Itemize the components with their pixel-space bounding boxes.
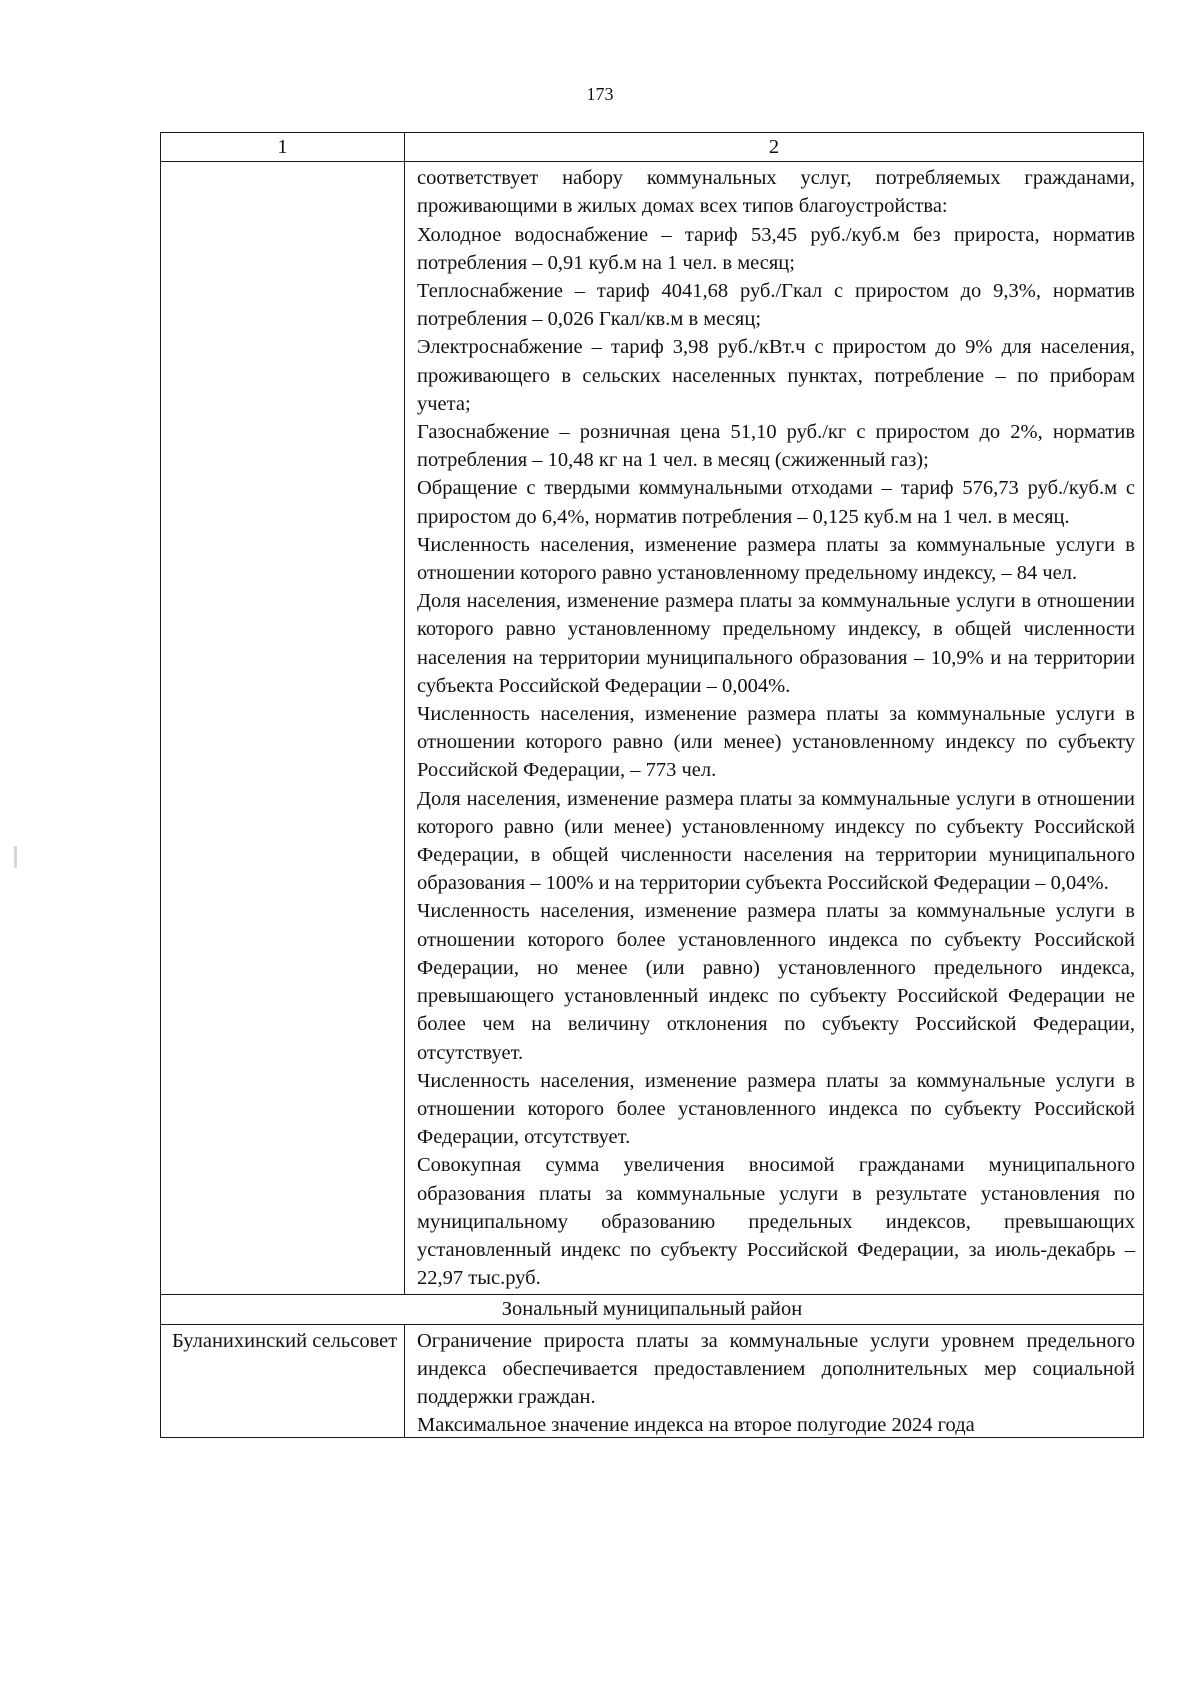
page-number: 173 (586, 84, 614, 104)
continuation-row (161, 162, 1144, 1295)
paragraph-population-above-index-within-deviation: Численность населения, изменение размера платы за коммунальные услуги в отношении которого более установленного индекса по субъекту Российской Федерации, но менее (или равно) установленного предельного индекса, превышающего установленный индекс по субъекту Российской Федерации не более чем на величину отклонения по субъекту Российской Федерации, отсутствует. (417, 900, 1135, 1064)
continuation-text-cell (405, 162, 1144, 1295)
scan-mark (14, 846, 17, 868)
paragraph-population-equal-limit: Численность населения, изменение размера платы за коммунальные услуги в отношении которого равно установленному предельному индексу, – 84 чел. (417, 533, 1135, 585)
paragraph-total-increase: Совокупная сумма увеличения вносимой гражданами муниципального образования платы за коммунальные услуги в результате установления по муниципальному образованию предельных индексов, превышающих установленный индекс по субъекту Российской Федерации, за июль-декабрь – 22,97 тыс.руб. (417, 1154, 1135, 1290)
paragraph-share-equal-limit: Доля населения, изменение размера платы за коммунальные услуги в отношении которого равно установленному предельному индексу, в общей численности населения на территории муниципального образования – 10,9% и на территории субъекта Российской Федерации – 0,004%. (417, 590, 1135, 697)
section-title: Зональный муниципальный район (161, 1295, 1144, 1324)
paragraph-max-index: Максимальное значение индекса на второе полугодие 2024 года (417, 1414, 975, 1436)
column-header-2: 2 (405, 133, 1144, 162)
paragraph-population-above-index: Численность населения, изменение размера платы за коммунальные услуги в отношении которого более установленного индекса по субъекту Российской Федерации, отсутствует. (417, 1069, 1135, 1149)
column-header-1: 1 (161, 133, 405, 162)
paragraph-heating: Теплоснабжение – тариф 4041,68 руб./Гкал с приростом до 9,3%, норматив потребления – 0,026 Гкал/кв.м в месяц; (417, 280, 1135, 331)
paragraph-electricity: Электроснабжение – тариф 3,98 руб./кВт.ч с приростом до 9% для населения, проживающего в сельских населенных пунктах, потребление – по приборам учета; (417, 336, 1135, 415)
document-table (160, 132, 1144, 1438)
paragraph-population-within-index: Численность населения, изменение размера платы за коммунальные услуги в отношении которого равно (или менее) установленному индексу по субъекту Российской Федерации, – 773 чел. (417, 703, 1135, 782)
paragraph-social-support: Ограничение прироста платы за коммунальные услуги уровнем предельного индекса обеспечивается предоставлением дополнительных мер социальной поддержки граждан. (417, 1329, 1135, 1408)
paragraph-gas: Газоснабжение – розничная цена 51,10 руб./кг с приростом до 2%, норматив потребления – 10,48 кг на 1 чел. в месяц (сжиженный газ); (417, 421, 1135, 472)
paragraph-services-set: соответствует набору коммунальных услуг, потребляемых гражданами, проживающими в жилых домах всех типов благоустройства: (417, 167, 1135, 218)
settlement-row (161, 1324, 1144, 1438)
settlement-text-cell (405, 1324, 1144, 1438)
settlement-name: Буланихинский сельсовет (161, 1324, 405, 1438)
section-row (161, 1295, 1144, 1324)
paragraph-cold-water: Холодное водоснабжение – тариф 53,45 руб./куб.м без прироста, норматив потребления – 0,91 куб.м на 1 чел. в месяц; (417, 223, 1135, 274)
continuation-left-cell (161, 162, 405, 1295)
paragraph-solid-waste: Обращение с твердыми коммунальными отходами – тариф 576,73 руб./куб.м с приростом до 6,4%, норматив потребления – 0,125 куб.м на 1 чел. в месяц. (417, 477, 1135, 528)
paragraph-share-within-index: Доля населения, изменение размера платы за коммунальные услуги в отношении которого равно (или менее) установленному индексу по субъекту Российской Федерации, в общей численности населения на территории муниципального образования – 100% и на территории субъекта Российской Федерации – 0,04%. (417, 787, 1135, 895)
table-header-row (161, 133, 1144, 162)
